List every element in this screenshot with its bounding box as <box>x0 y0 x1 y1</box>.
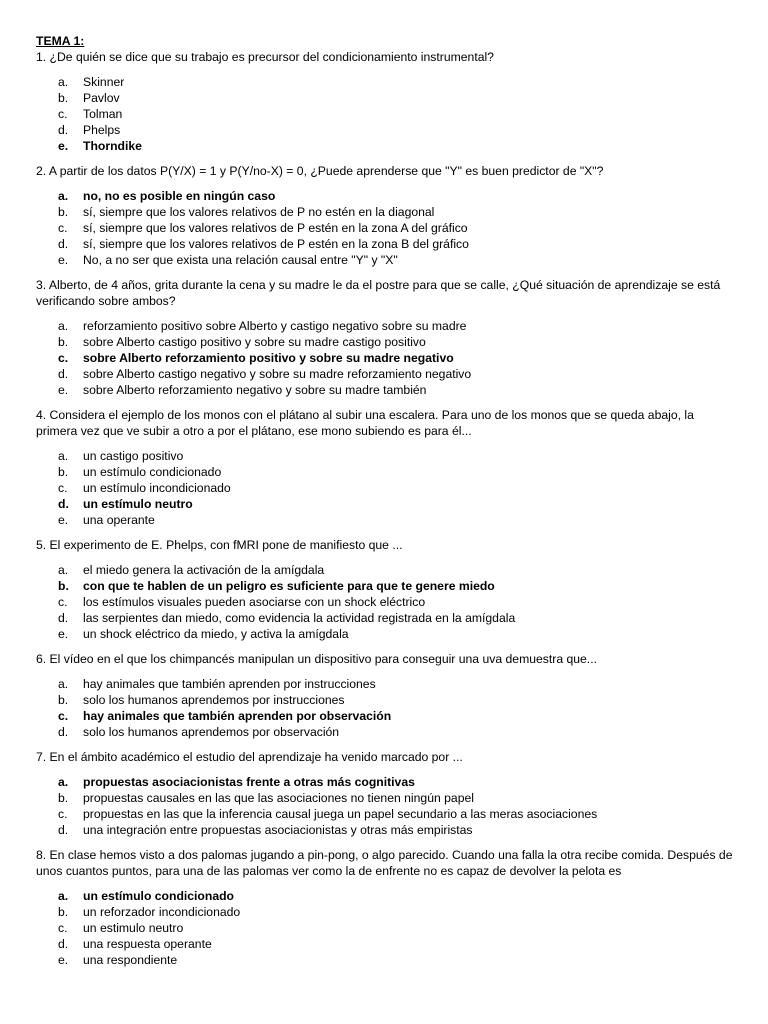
option-text: no, no es posible en ningún caso <box>83 189 276 203</box>
option-letter: e. <box>58 513 69 527</box>
option-letter: c. <box>58 921 68 935</box>
option-text: un estímulo condicionado <box>83 889 234 903</box>
option-text: una operante <box>83 513 155 527</box>
answer-option <box>58 724 738 740</box>
answer-option <box>58 692 738 708</box>
answer-option <box>58 806 738 822</box>
option-letter: c. <box>58 709 69 723</box>
answer-option <box>58 562 738 578</box>
answer-option <box>58 90 738 106</box>
answer-option <box>58 334 738 350</box>
answer-options <box>36 774 738 838</box>
answer-option <box>58 448 738 464</box>
answer-options <box>36 318 738 398</box>
option-text: Thorndike <box>83 139 142 153</box>
option-letter: c. <box>58 107 68 121</box>
question-text: 5. El experimento de E. Phelps, con fMRI pone de manifiesto que ... <box>36 538 403 552</box>
option-letter: b. <box>58 905 69 919</box>
option-text: Tolman <box>83 107 123 121</box>
option-text: una integración entre propuestas asociacionistas y otras más empiristas <box>83 823 473 837</box>
answer-options <box>36 888 738 968</box>
option-letter: e. <box>58 383 69 397</box>
option-text: Pavlov <box>83 91 120 105</box>
answer-option-correct <box>58 496 738 512</box>
answer-option <box>58 74 738 90</box>
answer-option <box>58 610 738 626</box>
option-text: propuestas causales en las que las asociaciones no tienen ningún papel <box>83 791 474 805</box>
option-letter: d. <box>58 823 69 837</box>
option-text: sí, siempre que los valores relativos de P no estén en la diagonal <box>83 205 435 219</box>
answer-option <box>58 122 738 138</box>
question-text: 4. Considera el ejemplo de los monos con el plátano al subir una escalera. Para uno de los monos que se queda abajo, la primera vez que ve subir a otro a por el plátano, ese mono subiendo es para él... <box>36 408 694 438</box>
option-text: solo los humanos aprendemos por instrucciones <box>83 693 345 707</box>
option-letter: d. <box>58 937 69 951</box>
option-text: sobre Alberto reforzamiento negativo y sobre su madre también <box>83 383 427 397</box>
answer-option <box>58 822 738 838</box>
option-text: solo los humanos aprendemos por observación <box>83 725 340 739</box>
option-letter: b. <box>58 465 69 479</box>
option-letter: d. <box>58 123 69 137</box>
answer-option-correct <box>58 888 738 904</box>
option-text: propuestas en las que la inferencia causal juega un papel secundario a las meras asociaciones <box>83 807 598 821</box>
option-letter: c. <box>58 221 68 235</box>
answer-options <box>36 448 738 528</box>
option-letter: e. <box>58 953 69 967</box>
answer-option <box>58 480 738 496</box>
option-text: un estímulo incondicionado <box>83 481 231 495</box>
option-letter: b. <box>58 205 69 219</box>
answer-option <box>58 676 738 692</box>
answer-option-correct <box>58 188 738 204</box>
option-text: las serpientes dan miedo, como evidencia la actividad registrada en la amígdala <box>83 611 516 625</box>
answer-option <box>58 252 738 268</box>
question-text: 2. A partir de los datos P(Y/X) = 1 y P(Y/no-X) = 0, ¿Puede aprenderse que "Y" es buen predictor de "X"? <box>36 164 604 178</box>
option-text: propuestas asociacionistas frente a otras más cognitivas <box>83 775 415 789</box>
question-text: 8. En clase hemos visto a dos palomas jugando a pin-pong, o algo parecido. Cuando una falla la otra recibe comida. Después de unos cuantos puntos, para una de las palomas ver como la de enfrente no es capaz de devolver la pelota es <box>36 848 733 878</box>
option-text: una respondiente <box>83 953 178 967</box>
option-text: un estimulo neutro <box>83 921 184 935</box>
answer-options <box>36 562 738 642</box>
answer-option-correct <box>58 708 738 724</box>
question-3 <box>36 277 738 398</box>
question-7 <box>36 749 738 838</box>
answer-option-correct <box>58 578 738 594</box>
option-text: una respuesta operante <box>83 937 212 951</box>
option-letter: a. <box>58 563 69 577</box>
option-letter: d. <box>58 367 69 381</box>
option-text: sobre Alberto castigo negativo y sobre su madre reforzamiento negativo <box>83 367 472 381</box>
option-letter: e. <box>58 253 69 267</box>
answer-option <box>58 936 738 952</box>
option-text: Skinner <box>83 75 125 89</box>
answer-option <box>58 220 738 236</box>
option-text: un castigo positivo <box>83 449 184 463</box>
option-letter: a. <box>58 319 69 333</box>
option-text: el miedo genera la activación de la amígdala <box>83 563 325 577</box>
question-list <box>36 49 738 968</box>
option-text: hay animales que también aprenden por observación <box>83 709 392 723</box>
question-text: 7. En el ámbito académico el estudio del aprendizaje ha venido marcado por ... <box>36 750 463 764</box>
option-letter: b. <box>58 579 69 593</box>
answer-option <box>58 464 738 480</box>
option-letter: a. <box>58 75 69 89</box>
answer-option-correct <box>58 774 738 790</box>
option-text: con que te hablen de un peligro es suficiente para que te genere miedo <box>83 579 495 593</box>
question-text: 1. ¿De quién se dice que su trabajo es precursor del condicionamiento instrumental? <box>36 50 494 64</box>
section-title: TEMA 1: <box>36 34 85 48</box>
question-2 <box>36 163 738 268</box>
option-text: reforzamiento positivo sobre Alberto y castigo negativo sobre su madre <box>83 319 467 333</box>
answer-option <box>58 626 738 642</box>
option-letter: c. <box>58 807 68 821</box>
answer-option-correct <box>58 138 738 154</box>
option-text: hay animales que también aprenden por instrucciones <box>83 677 376 691</box>
option-text: No, a no ser que exista una relación causal entre "Y" y "X" <box>83 253 398 267</box>
answer-option-correct <box>58 350 738 366</box>
option-letter: e. <box>58 139 69 153</box>
option-text: un shock eléctrico da miedo, y activa la amígdala <box>83 627 349 641</box>
question-8 <box>36 847 738 968</box>
question-1 <box>36 49 738 154</box>
answer-options <box>36 676 738 740</box>
option-letter: b. <box>58 91 69 105</box>
option-text: sobre Alberto castigo positivo y sobre su madre castigo positivo <box>83 335 426 349</box>
option-letter: d. <box>58 237 69 251</box>
option-text: sobre Alberto reforzamiento positivo y sobre su madre negativo <box>83 351 454 365</box>
answer-option <box>58 512 738 528</box>
option-letter: a. <box>58 189 69 203</box>
option-letter: a. <box>58 677 69 691</box>
answer-option <box>58 204 738 220</box>
answer-option <box>58 382 738 398</box>
option-letter: a. <box>58 889 69 903</box>
answer-option <box>58 366 738 382</box>
option-letter: d. <box>58 725 69 739</box>
option-letter: c. <box>58 595 68 609</box>
option-letter: d. <box>58 497 69 511</box>
answer-option <box>58 318 738 334</box>
answer-option <box>58 594 738 610</box>
answer-option <box>58 236 738 252</box>
answer-option <box>58 790 738 806</box>
option-text: un reforzador incondicionado <box>83 905 241 919</box>
question-4 <box>36 407 738 528</box>
option-letter: a. <box>58 449 69 463</box>
question-5 <box>36 537 738 642</box>
answer-option <box>58 952 738 968</box>
option-letter: a. <box>58 775 69 789</box>
answer-options <box>36 74 738 154</box>
option-text: un estímulo condicionado <box>83 465 222 479</box>
option-text: sí, siempre que los valores relativos de P estén en la zona B del gráfico <box>83 237 469 251</box>
answer-option <box>58 920 738 936</box>
answer-option <box>58 904 738 920</box>
option-letter: d. <box>58 611 69 625</box>
answer-options <box>36 188 738 268</box>
option-letter: b. <box>58 693 69 707</box>
answer-option <box>58 106 738 122</box>
option-letter: c. <box>58 481 68 495</box>
option-text: Phelps <box>83 123 121 137</box>
option-letter: e. <box>58 627 69 641</box>
option-letter: b. <box>58 335 69 349</box>
option-text: los estímulos visuales pueden asociarse con un shock eléctrico <box>83 595 426 609</box>
option-letter: c. <box>58 351 69 365</box>
question-text: 3. Alberto, de 4 años, grita durante la cena y su madre le da el postre para que se calle, ¿Qué situación de aprendizaje se está verificando sobre ambos? <box>36 278 721 308</box>
option-letter: b. <box>58 791 69 805</box>
option-text: sí, siempre que los valores relativos de P estén en la zona A del gráfico <box>83 221 468 235</box>
option-text: un estímulo neutro <box>83 497 193 511</box>
question-text: 6. El vídeo en el que los chimpancés manipulan un dispositivo para conseguir una uva demuestra que... <box>36 652 597 666</box>
question-6 <box>36 651 738 740</box>
